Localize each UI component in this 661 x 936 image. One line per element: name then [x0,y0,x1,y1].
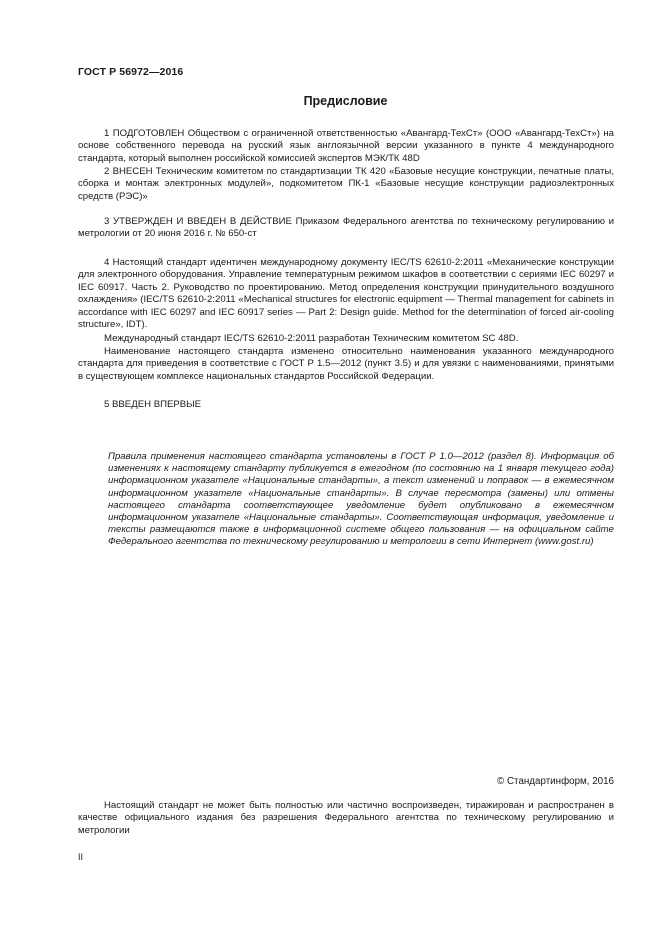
standard-code-header: ГОСТ Р 56972—2016 [78,66,184,78]
paragraph-1-prepared: 1 ПОДГОТОВЛЕН Обществом с ограниченной ответственностью «Авангард-ТехСт» (ООО «Авангард-ТехСт») на основе собственного перевода на русский язык англоязычной версии указанного в пункте 4 международного стандарта, который выполнен российской комиссией экспертов МЭК/ТК 48D [78,128,614,164]
reproduction-notice: Настоящий стандарт не может быть полностью или частично воспроизведен, тиражирован и распространен в качестве официального издания без разрешения Федерального агентства по техническому регулированию и метрологии [78,800,614,836]
page-number: II [78,852,84,862]
paragraph-4-developed-by: Международный стандарт IEC/TS 62610-2:2011 разработан Техническим комитетом SC 48D. [104,333,519,344]
usage-rules-notice: Правила применения настоящего стандарта установлены в ГОСТ Р 1.0—2012 (раздел 8). Информация об изменениях к настоящему стандарту публикуется в ежегодном (по состоянию на 1 января текущего года) информационном указателе «Национальные стандарты», а текст изменений и поправок — в ежемесячном информационном указателе «Национальные стандарты». В случае пересмотра (замены) или отмены настоящего стандарта соответствующее уведомление будет опубликовано в ежемесячном информационном указателе «Национальные стандарты». Соответствующая информация, уведомление и тексты размещаются также в информационной системе общего пользования — на официальном сайте Федерального агентства по техническому регулированию и метрологии в сети Интернет (www.gost.ru) [108,451,614,548]
copyright-line: © Стандартинформ, 2016 [497,776,614,787]
paragraph-2-submitted: 2 ВНЕСЕН Техническим комитетом по стандартизации ТК 420 «Базовые несущие конструкции, печатные платы, сборка и монтаж электронных модулей», подкомитетом ПК-1 «Базовые несущие конструкции радиоэлектронных средств (РЭС)» [78,166,614,202]
paragraph-3-approved: 3 УТВЕРЖДЕН И ВВЕДЕН В ДЕЙСТВИЕ Приказом Федерального агентства по техническому регулированию и метрологии от 20 июня 2016 г. № 650-ст [78,216,614,240]
paragraph-4-name-changed: Наименование настоящего стандарта изменено относительно наименования указанного международного стандарта для приведения в соответствие с ГОСТ Р 1.5—2012 (пункт 3.5) и для увязки с наименованиями, принятыми в существующем комплексе национальных стандартов Российской Федерации. [78,346,614,382]
page-title: Предисловие [303,94,388,108]
paragraph-4-identical: 4 Настоящий стандарт идентичен международному документу IEC/TS 62610-2:2011 «Механические конструкции для электронного оборудования. Управление температурным режимом шкафов в соответствии с сериями IEC 60297 и IEC 60917. Часть 2. Руководство по проектированию. Метод определения конструкции принудительного воздушного охлаждения» (IEC/TS 62610-2:2011 «Mechanical structures for electronic equipment — Thermal management for cabinets in accordance with IEC 60297 and IEC 60917 series — Part 2: Design guide. Method for the determination of forced air-cooling structure», IDT). [78,257,614,331]
paragraph-5-first-introduced: 5 ВВЕДЕН ВПЕРВЫЕ [104,399,202,410]
